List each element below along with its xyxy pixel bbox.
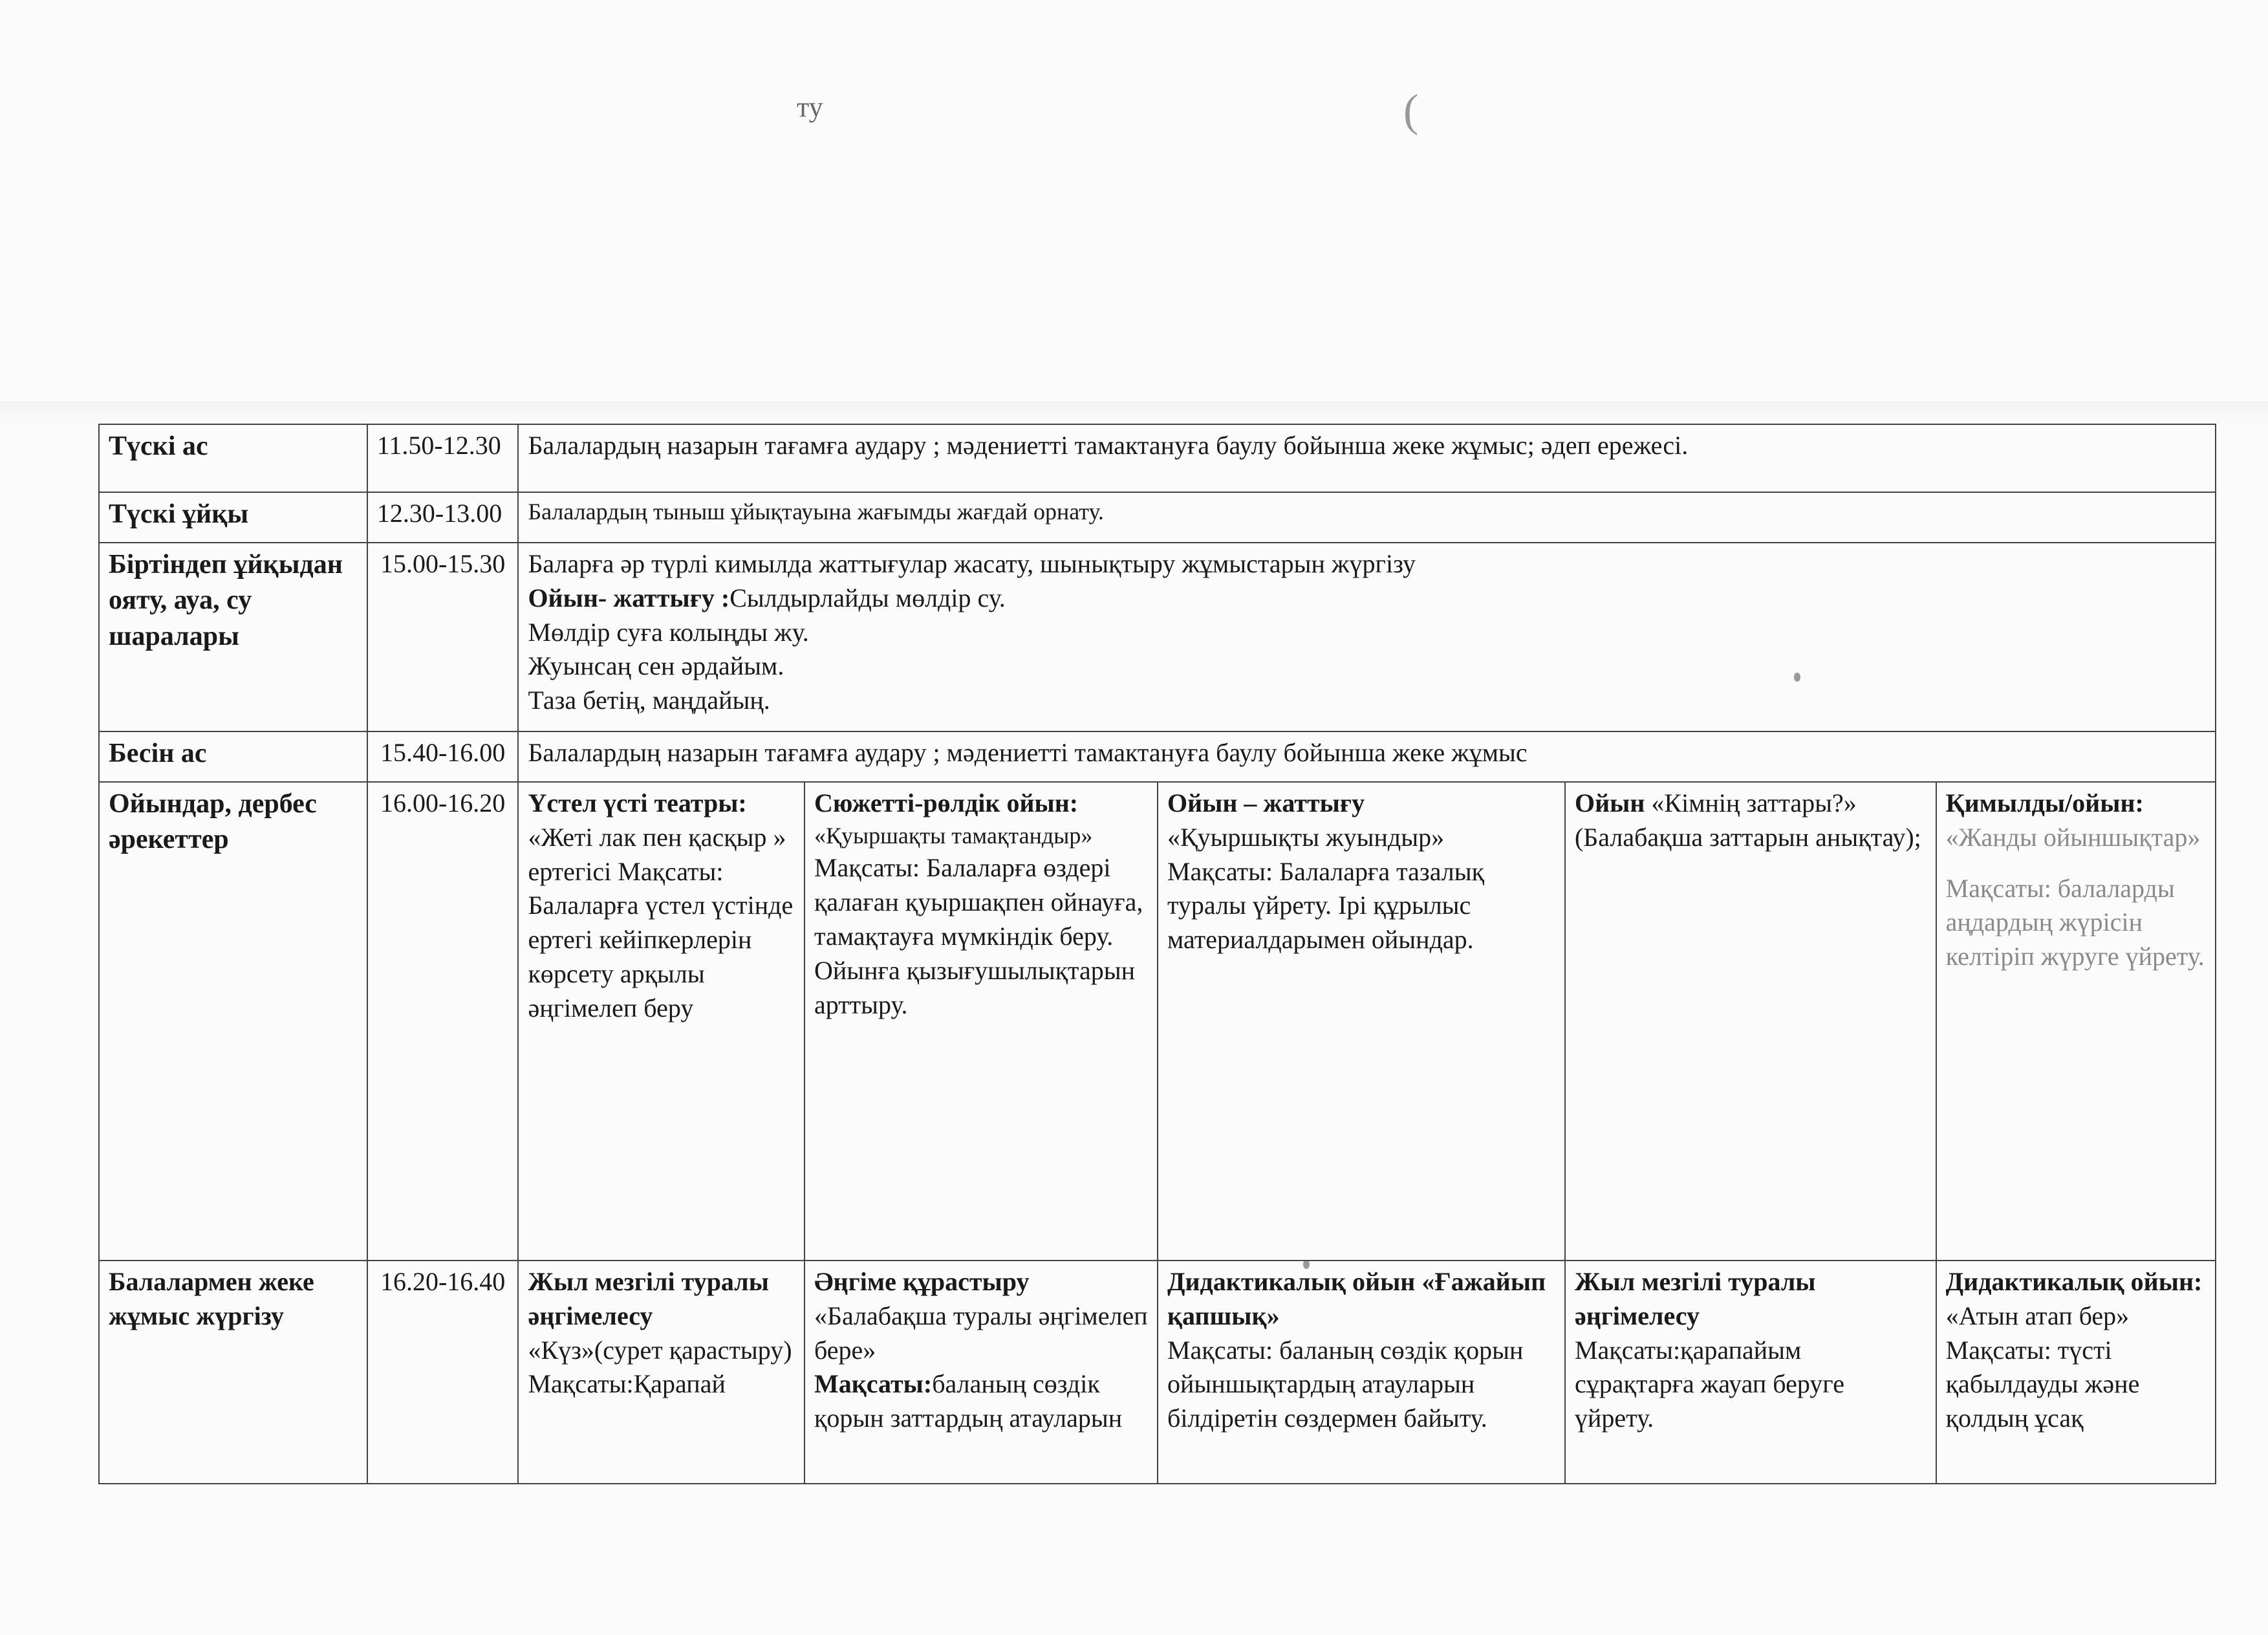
row-content: Балалардың тыныш ұйықтауына жағымды жағдай орнату. — [518, 492, 2216, 543]
row-time: 12.30-13.00 — [367, 492, 519, 543]
goal-label: Мақсаты: — [814, 1369, 933, 1399]
row-label: Балалармен жеке жұмыс жүргізу — [99, 1261, 367, 1484]
row-time: 16.20-16.40 — [367, 1261, 519, 1484]
cell-body: «Кімнің заттары?» (Балабақша заттарын анықтау); — [1574, 788, 1921, 852]
cell-body: Мақсаты:қарапайым сұрақтарға жауап беруге үйрету. — [1574, 1335, 1844, 1433]
cell-title: Ойын — [1574, 788, 1645, 817]
cell-body: Мақсаты: Балаларға өздері қалаған қуыршақпен ойнауға, тамақтауға мүмкіндік беру. Ойынға қызығушылықтарын арттыру. — [814, 853, 1143, 1019]
table-row — [99, 424, 2216, 492]
row-time: 16.00-16.20 — [367, 782, 519, 1261]
cell-title: Үстел үсті театры: — [528, 788, 747, 817]
cell-subtitle: «Қуыршақты тамақтандыр» — [814, 822, 1093, 849]
row-time: 15.00-15.30 — [367, 543, 519, 731]
cell-title: Сюжетті-рөлдік ойын: — [814, 788, 1079, 817]
row-content: Балалардың назарын тағамға аудару ; мәдениетті тамактануға баулу бойынша жеке жұмыс — [518, 731, 2216, 782]
daily-schedule-table — [98, 424, 2216, 1484]
table-row — [99, 782, 2216, 1261]
verse-line: Жуынсаң сен әрдайым. — [528, 651, 784, 681]
activity-cell — [805, 782, 1158, 1261]
cell-title: Дидактикалық ойын «Ғажайып қапшық» — [1167, 1267, 1546, 1330]
cell-body: «Күз»(сурет қарастыру) Мақсаты:Қарапай — [528, 1335, 792, 1399]
verse-line: Таза бетің, маңдайың. — [528, 686, 770, 715]
row-time: 15.40-16.00 — [367, 731, 519, 782]
activity-cell — [805, 1261, 1158, 1484]
row-content: Балалардың назарын тағамға аудару ; мәдениетті тамактануға баулу бойынша жеке жұмыс; әдеп ережесі. — [518, 424, 2216, 492]
activity-cell — [1936, 1261, 2216, 1484]
row-label: Түскі ұйқы — [99, 492, 367, 543]
activity-cell — [1158, 782, 1565, 1261]
table-row — [99, 731, 2216, 782]
table-row — [99, 543, 2216, 731]
cell-body: «Атын атап бер» Мақсаты: түсті қабылдауды және қолдың ұсақ — [1945, 1301, 2140, 1433]
cell-body: Мақсаты: балаларды аңдардың жүрісін келтіріп жүруге үйрету. — [1945, 873, 2205, 971]
row-label: Бесін ас — [99, 731, 367, 782]
table-row — [99, 1261, 2216, 1484]
row-label: Ойындар, дербес әрекеттер — [99, 782, 367, 1261]
cell-subtitle: «Жанды ойыншықтар» — [1945, 822, 2201, 852]
cell-body: «Қуыршықты жуындыр» Мақсаты: Балаларға тазалық туралы үйрету. Ірі құрылыс материалдарымен ойындар. — [1167, 822, 1485, 955]
cell-body: Мақсаты: баланың сөздік қорын ойыншықтардың атауларын білдіретін сөздермен байыту. — [1167, 1335, 1524, 1433]
game-line — [528, 581, 2206, 616]
activity-cell — [1565, 782, 1936, 1261]
activity-line: Баларға әр түрлі кимылда жаттығулар жасату, шынықтыру жұмыстарын жүргізу — [528, 549, 1416, 578]
cell-subtitle: «Балабақша туралы әңгімелеп бере» — [814, 1301, 1148, 1365]
row-label: Біртіндеп ұйқыдан ояту, ауа, су шаралары — [99, 543, 367, 731]
stray-bracket-mark — [1403, 85, 1418, 137]
row-label: Түскі ас — [99, 424, 367, 492]
verse-line: Мөлдір суға колыңды жу. — [528, 617, 809, 647]
table-row — [99, 492, 2216, 543]
activity-cell — [518, 1261, 805, 1484]
activity-cell — [518, 782, 805, 1261]
activity-cell — [1936, 782, 2216, 1261]
cell-title: Жыл мезгілі туралы әңгімелесу — [1574, 1267, 1816, 1330]
scan-shadow — [0, 401, 2268, 427]
stray-mark: ту — [797, 91, 823, 123]
game-title: Ойын- жаттығу : — [528, 583, 730, 612]
game-name: Сылдырлайды мөлдір су. — [729, 583, 1006, 612]
row-content — [518, 543, 2216, 731]
row-time: 11.50-12.30 — [367, 424, 519, 492]
cell-title: Ойын – жаттығу — [1167, 788, 1365, 817]
activity-cell — [1565, 1261, 1936, 1484]
cell-title: Әңгіме құрастыру — [814, 1267, 1030, 1296]
cell-title: Қимылды/ойын: — [1945, 788, 2144, 817]
cell-body: баланың сөздік қорын заттардың атауларын — [814, 1369, 1123, 1433]
activity-cell — [1158, 1261, 1565, 1484]
cell-body: «Жеті лак пен қасқыр » ертегісі Мақсаты: Балаларға үстел үстінде ертегі кейіпкерлерін көрсету арқылы әңгімелеп беру — [528, 822, 794, 1023]
cell-title: Жыл мезгілі туралы әңгімелесу — [528, 1267, 769, 1330]
cell-title: Дидактикалық ойын: — [1945, 1267, 2203, 1296]
